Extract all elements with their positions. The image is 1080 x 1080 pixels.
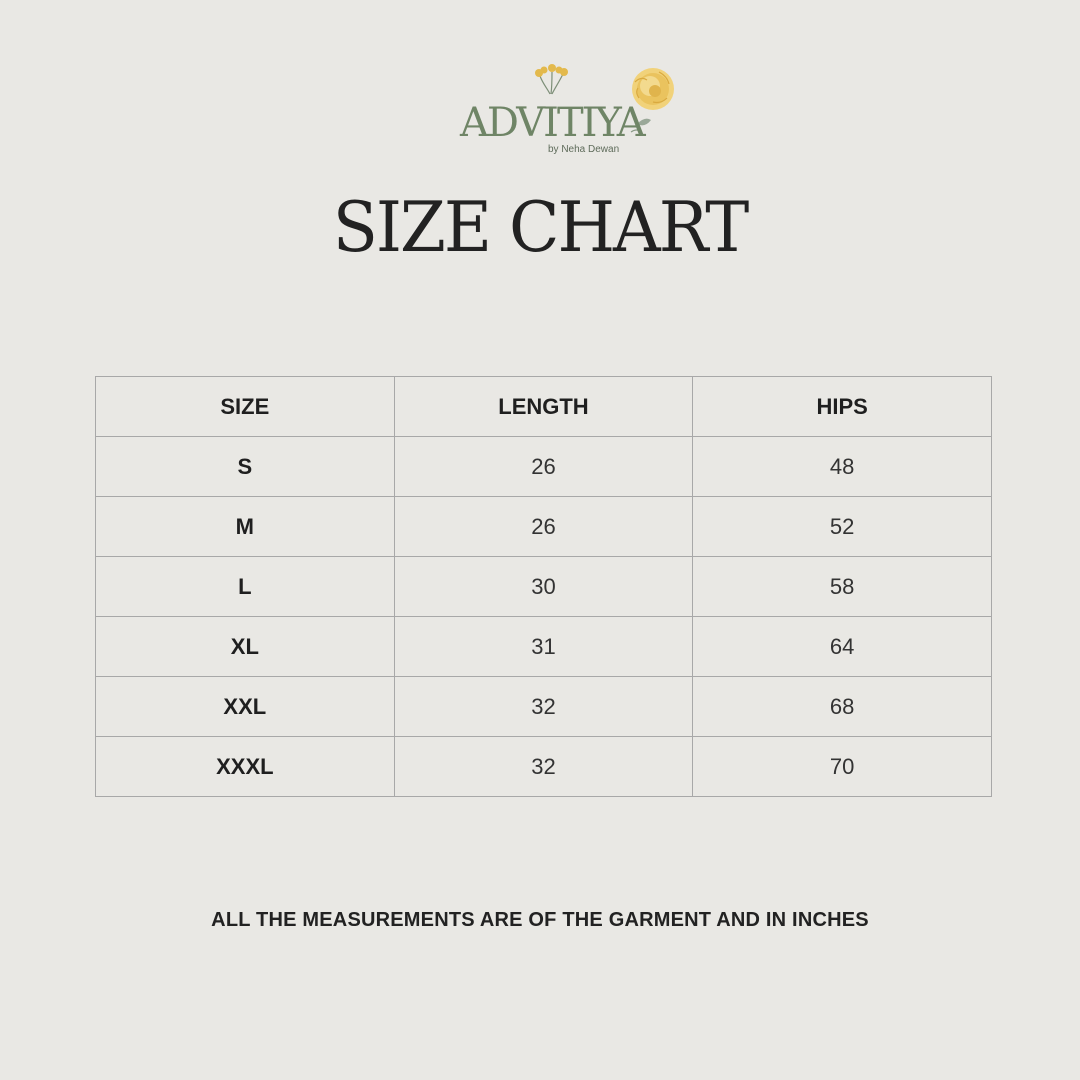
size-cell: S <box>96 437 395 497</box>
column-header-hips: HIPS <box>693 377 992 437</box>
column-header-size: SIZE <box>96 377 395 437</box>
length-cell: 32 <box>394 677 693 737</box>
table-row <box>96 437 992 497</box>
brand-logo <box>455 58 685 158</box>
hips-cell: 52 <box>693 497 992 557</box>
table-row <box>96 557 992 617</box>
hips-cell: 58 <box>693 557 992 617</box>
hips-cell: 48 <box>693 437 992 497</box>
size-cell: XL <box>96 617 395 677</box>
size-cell: M <box>96 497 395 557</box>
table-row <box>96 497 992 557</box>
length-cell: 26 <box>394 497 693 557</box>
size-cell: L <box>96 557 395 617</box>
table-row <box>96 617 992 677</box>
table-header-row <box>96 377 992 437</box>
size-cell: XXL <box>96 677 395 737</box>
hips-cell: 68 <box>693 677 992 737</box>
measurement-note: ALL THE MEASUREMENTS ARE OF THE GARMENT AND IN INCHES <box>211 909 869 931</box>
size-cell: XXXL <box>96 737 395 797</box>
length-cell: 30 <box>394 557 693 617</box>
brand-wordmark: ADVITIYA <box>460 100 644 146</box>
hips-cell: 64 <box>693 617 992 677</box>
size-chart-table <box>95 376 992 797</box>
table-row <box>96 677 992 737</box>
marigold-logo-icon <box>455 58 685 158</box>
table-row <box>96 737 992 797</box>
page-title: SIZE CHART <box>332 187 748 268</box>
brand-tagline: by Neha Dewan <box>548 144 620 155</box>
hips-cell: 70 <box>693 737 992 797</box>
length-cell: 32 <box>394 737 693 797</box>
length-cell: 31 <box>394 617 693 677</box>
length-cell: 26 <box>394 437 693 497</box>
column-header-length: LENGTH <box>394 377 693 437</box>
